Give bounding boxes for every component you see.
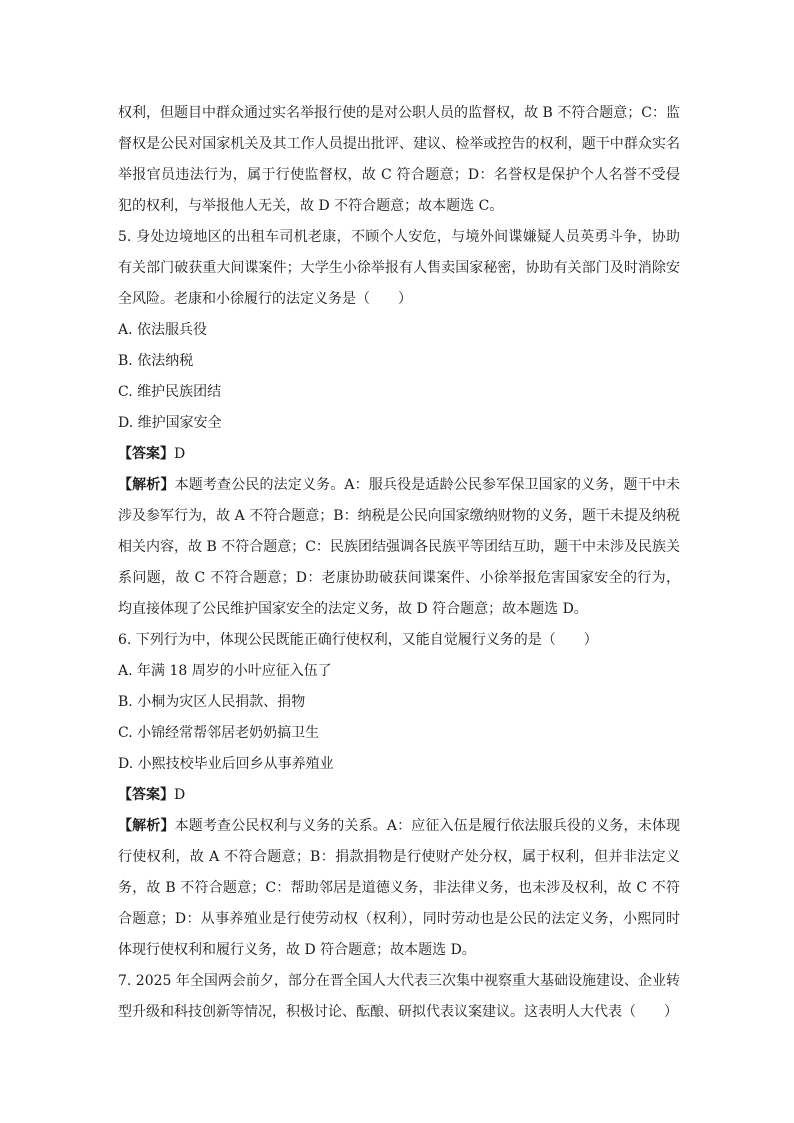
question-5-option-b: B. 依法纳税 — [118, 353, 194, 369]
answer-tag: 【答案】 — [118, 446, 174, 462]
question-5-option-a: A. 依法服兵役 — [118, 322, 208, 338]
question-5-option-d: D. 维护国家安全 — [118, 415, 222, 431]
answer-tag: 【答案】 — [118, 787, 174, 803]
question-6-option-b: B. 小桐为灾区人民捐款、捐物 — [118, 694, 306, 710]
question-7-stem: 7. 2025 年全国两会前夕，部分在晋全国人大代表三次集中视察重大基础设施建设、企业转型升级和科技创新等情况，积极讨论、酝酿、研拟代表议案建议。这表明人大代表（ ） — [118, 973, 680, 1020]
question-5-stem: 5. 身处边境地区的出租车司机老康，不顾个人安危，与境外间谍嫌疑人员英勇斗争，协助有关部门破获重大间谍案件；大学生小徐举报有人售卖国家秘密，协助有关部门及时消除安全风险。老康和小徐履行的法定义务是（ ） — [118, 229, 680, 307]
question-5-analysis — [118, 470, 680, 625]
analysis-text: 本题考查公民的法定义务。A：服兵役是适龄公民参军保卫国家的义务，题干中未涉及参军行为，故 A 不符合题意；B：纳税是公民向国家缴纳财物的义务，题干未提及纳税相关内容，故 B 不符合题意；C：民族团结强调各民族平等团结互助，题干中未涉及民族关系问题，故 C 不符合题意；D：老康协助破获间谍案件、小徐举报危害国家安全的行为，均直接体现了公民维护国家安全的法定义务，故 D 符合题意；故本题选 D。 — [118, 477, 681, 617]
question-5-option-c: C. 维护民族团结 — [118, 384, 222, 400]
question-5-answer — [118, 439, 680, 470]
question-6-analysis — [118, 811, 680, 966]
analysis-text: 本题考查公民权利与义务的关系。A：应征入伍是履行依法服兵役的义务，未体现行使权利，故 A 不符合题意；B：捐款捐物是行使财产处分权，属于权利，但并非法定义务，故 B 不符合题意；C：帮助邻居是道德义务，非法律义务，也未涉及权利，故 C 不符合题意；D：从事养殖业是行使劳动权（权利），同时劳动也是公民的法定义务，小熙同时体现行使权利和履行义务，故 D 符合题意；故本题选 D。 — [118, 818, 681, 958]
analysis-tag: 【解析】 — [118, 818, 175, 834]
previous-analysis-continuation: 权利，但题目中群众通过实名举报行使的是对公职人员的监督权，故 B 不符合题意；C：监督权是公民对国家机关及其工作人员提出批评、建议、检举或控告的权利，题干中群众实名举报官员违法行为，属于行使监督权，故 C 符合题意；D：名誉权是保护个人名誉不受侵犯的权利，与举报他人无关，故 D 不符合题意；故本题选 C。 — [118, 105, 680, 214]
document-body — [118, 98, 680, 1028]
question-6-option-a: A. 年满 18 周岁的小叶应征入伍了 — [118, 663, 332, 679]
answer-value: D — [174, 446, 186, 462]
question-6-option-d: D. 小熙技校毕业后回乡从事养殖业 — [118, 756, 334, 772]
question-6-option-c: C. 小锦经常帮邻居老奶奶搞卫生 — [118, 725, 320, 741]
question-6-answer — [118, 780, 680, 811]
answer-value: D — [174, 787, 186, 803]
analysis-tag: 【解析】 — [118, 477, 175, 493]
question-6-stem: 6. 下列行为中，体现公民既能正确行使权利，又能自觉履行义务的是（ ） — [118, 632, 598, 648]
